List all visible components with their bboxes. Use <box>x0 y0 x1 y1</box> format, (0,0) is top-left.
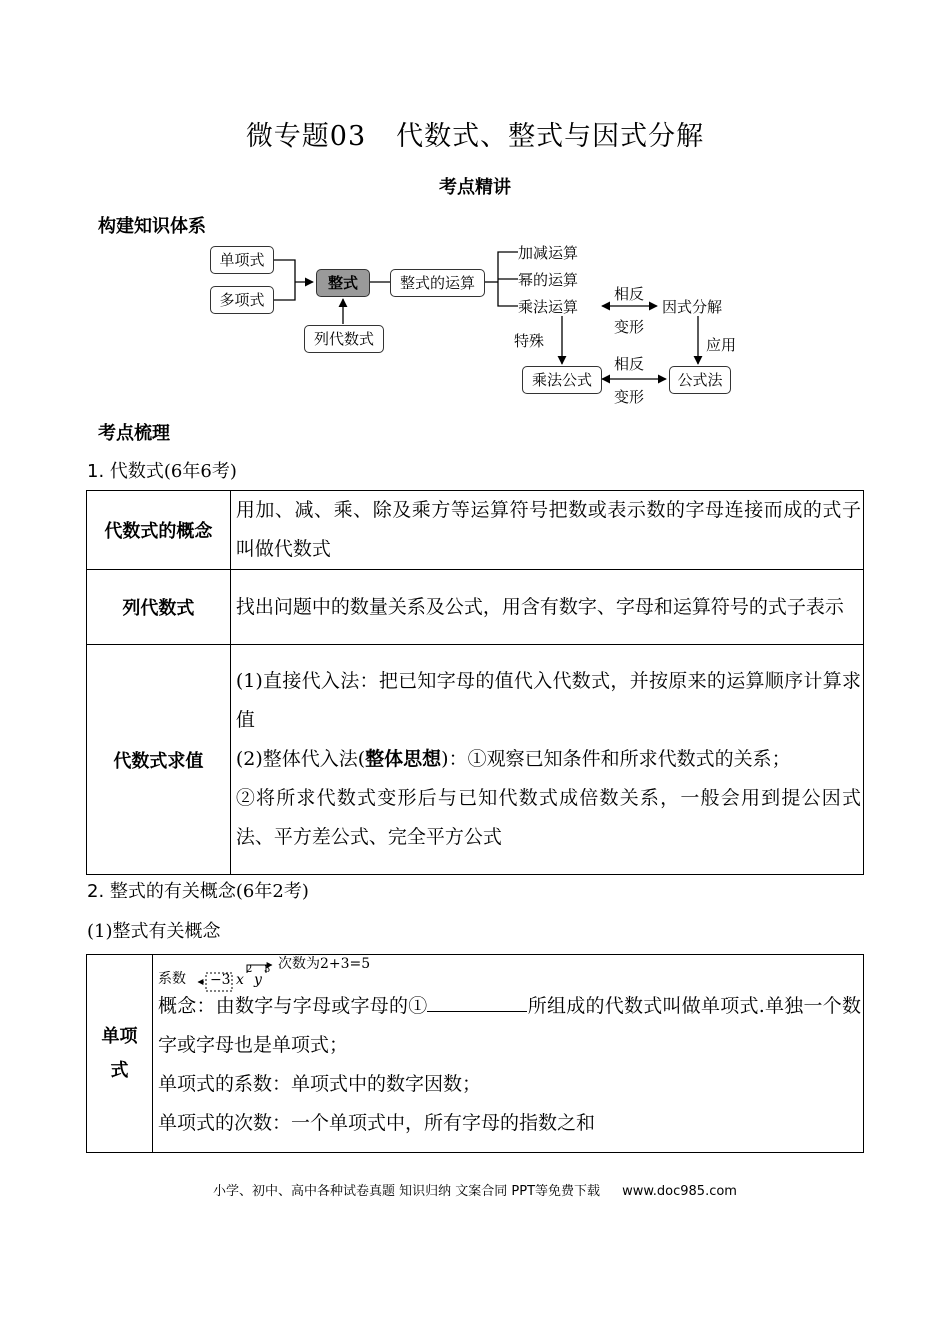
section-2-label: 2. 整式的有关概念 <box>87 881 236 902</box>
section-integral-concepts <box>87 877 309 903</box>
row-text-evaluate <box>230 645 863 875</box>
section-1-label: 1. 代数式 <box>87 461 164 482</box>
table-row <box>87 645 864 875</box>
label-transform-1: 变形 <box>614 318 645 336</box>
subsection-integral-concepts <box>87 917 221 943</box>
box-integral-expression: 整式 <box>316 269 370 297</box>
table-row <box>87 570 864 645</box>
heading-build-knowledge: 构建知识体系 <box>98 216 206 237</box>
monomial-concept <box>158 987 861 1065</box>
var-x: x <box>235 972 244 988</box>
subsection-2-1-label: (1)整式有关概念 <box>87 921 221 942</box>
box-formula-method: 公式法 <box>669 366 731 394</box>
evaluate-method-2 <box>236 740 861 779</box>
page-title <box>0 114 950 153</box>
evaluate-method-1: (1)直接代入法：把已知字母的值代入代数式，并按原来的运算顺序计算求值 <box>235 670 861 731</box>
label-opposite-2: 相反 <box>614 355 645 373</box>
label-application: 应用 <box>706 336 737 354</box>
footer-text: 小学、初中、高中各种试卷真题 知识归纳 文案合同 PPT等免费下载 <box>213 1184 601 1199</box>
monomial-coefficient-definition: 单项式的系数：单项式中的数字因数； <box>157 1073 481 1095</box>
concept-text-a: 概念：由数字与字母或字母的 <box>157 995 409 1017</box>
page-footer <box>0 1180 950 1199</box>
page-subtitle: 考点精讲 <box>439 177 511 198</box>
knowledge-diagram <box>200 236 760 406</box>
table-row <box>87 955 864 1153</box>
coef-label: 系数 <box>157 971 186 987</box>
title-prefix: 微专题03 <box>245 121 367 152</box>
label-transform-2: 变形 <box>614 388 645 406</box>
title-main: 代数式、整式与因式分解 <box>396 121 705 152</box>
concept-text-b: 所组成的代数式叫做单项式.单独一个数字或字母也是单项式； <box>157 995 861 1056</box>
coef-value: −3 <box>209 972 231 988</box>
row-label-evaluate: 代数式求值 <box>87 645 231 875</box>
label-opposite-1: 相反 <box>614 285 645 303</box>
label-special: 特殊 <box>514 332 545 350</box>
label-add-sub: 加减运算 <box>518 244 579 262</box>
box-write-expression: 列代数式 <box>304 325 384 353</box>
label-multiply: 乘法运算 <box>518 298 579 316</box>
monomial-figure <box>158 955 861 995</box>
method-2-bold: 整体思想 <box>365 748 442 770</box>
box-operations: 整式的运算 <box>390 269 485 297</box>
row-text-concept: 用加、减、乘、除及乘方等运算符号把数或表示数的字母连接而成的式子叫做代数式 <box>230 491 863 570</box>
row-label-concept: 代数式的概念 <box>87 491 231 570</box>
monomial-label <box>87 955 153 1153</box>
degree-note: 次数为2+3=5 <box>277 956 371 972</box>
var-y: y <box>253 972 262 988</box>
footer-url[interactable]: www.doc985.com <box>622 1184 737 1199</box>
table-row <box>87 491 864 570</box>
heading-key-points: 考点梳理 <box>98 423 170 444</box>
exp-y: 3 <box>263 964 271 975</box>
section-1-count: (6年6考) <box>163 461 237 482</box>
section-2-count: (6年2考) <box>235 881 309 902</box>
method-2-text-c: )：①观察已知条件和所求代数式的关系； <box>441 748 791 770</box>
label-power: 幂的运算 <box>518 271 579 289</box>
table-algebraic-expression <box>86 490 864 875</box>
box-monomial: 单项式 <box>210 246 274 274</box>
blank-number: ① <box>408 995 428 1017</box>
monomial-label-text: 单项式 <box>101 1025 138 1081</box>
exp-x: 2 <box>245 964 253 975</box>
box-polynomial: 多项式 <box>210 286 274 314</box>
method-2-text-a: (2)整体代入法( <box>235 748 366 770</box>
box-multiplication-formula: 乘法公式 <box>522 366 602 394</box>
monomial-degree-definition: 单项式的次数：一个单项式中，所有字母的指数之和 <box>157 1112 595 1134</box>
evaluate-method-2b: ②将所求代数式变形后与已知代数式成倍数关系，一般会用到提公因式法、平方差公式、完全平方公式 <box>235 787 861 848</box>
row-label-write-expression: 列代数式 <box>87 570 231 645</box>
table-monomial <box>86 954 864 1153</box>
label-factorization: 因式分解 <box>662 298 723 316</box>
section-algebraic-expression <box>87 457 237 483</box>
monomial-content <box>152 955 863 1153</box>
row-text-write-expression: 找出问题中的数量关系及公式，用含有数字、字母和运算符号的式子表示 <box>230 570 863 645</box>
